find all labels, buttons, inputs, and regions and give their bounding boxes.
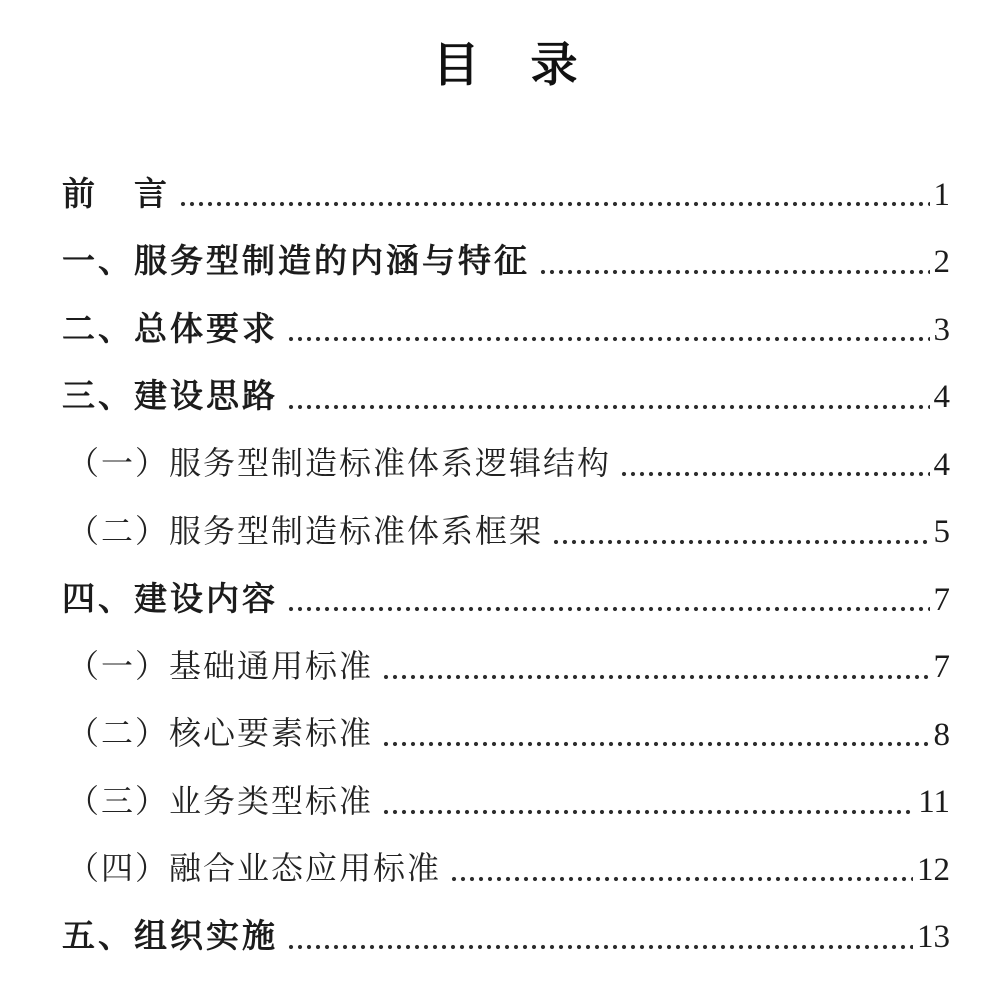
toc-entry [62, 159, 950, 227]
leader-dots [180, 201, 930, 207]
toc-entry-label: （一）服务型制造标准体系逻辑结构 [67, 445, 612, 482]
toc-entry-label: （二）服务型制造标准体系框架 [67, 512, 544, 549]
toc-entry [62, 294, 950, 362]
toc-entry [62, 429, 950, 497]
toc-entry [62, 632, 950, 700]
toc-entry-label: 四、建设内容 [62, 579, 278, 617]
leader-dots [451, 876, 913, 882]
toc-entry-label: （一）基础通用标准 [67, 647, 374, 684]
leader-dots [383, 674, 929, 680]
toc-page-number: 5 [933, 514, 950, 551]
toc-page-number: 11 [918, 784, 950, 821]
leader-dots [288, 336, 930, 342]
leader-dots [621, 471, 929, 477]
toc-entry [62, 362, 950, 430]
leader-dots [288, 606, 930, 612]
toc-page-number: 4 [933, 379, 950, 416]
toc-entry [62, 902, 950, 970]
leader-dots [553, 539, 929, 545]
toc-page-number: 7 [933, 649, 950, 686]
toc-entry [62, 699, 950, 767]
toc-page-number: 12 [917, 851, 950, 888]
toc-entry-label: 五、组织实施 [62, 917, 278, 955]
toc-page-number: 2 [933, 244, 950, 281]
toc-page-number: 4 [933, 446, 950, 483]
toc-entry-label: （三）业务类型标准 [67, 782, 374, 819]
toc-entry [62, 227, 950, 295]
toc-entry-label: （二）核心要素标准 [67, 715, 374, 752]
toc-entry [62, 564, 950, 632]
toc-page-number: 1 [933, 176, 950, 213]
toc-entry-label: 一、服务型制造的内涵与特征 [62, 242, 530, 280]
toc-entry-label: 三、建设思路 [62, 377, 278, 415]
toc-entry-label: （四）融合业态应用标准 [67, 850, 442, 887]
page-title: 目 录 [432, 40, 580, 92]
toc-page-number: 8 [933, 716, 950, 753]
toc-entry [62, 834, 950, 902]
toc-list [62, 159, 950, 969]
toc-entry-label: 前 言 [62, 174, 170, 212]
toc-page-number: 3 [933, 311, 950, 348]
leader-dots [540, 269, 930, 275]
leader-dots [288, 404, 930, 410]
toc-page-number: 13 [917, 919, 950, 956]
leader-dots [288, 944, 913, 950]
toc-entry [62, 767, 950, 835]
leader-dots [383, 809, 914, 815]
toc-entry [62, 497, 950, 565]
toc-entry-label: 二、总体要求 [62, 309, 278, 347]
toc-page-number: 7 [933, 581, 950, 618]
leader-dots [383, 741, 929, 747]
